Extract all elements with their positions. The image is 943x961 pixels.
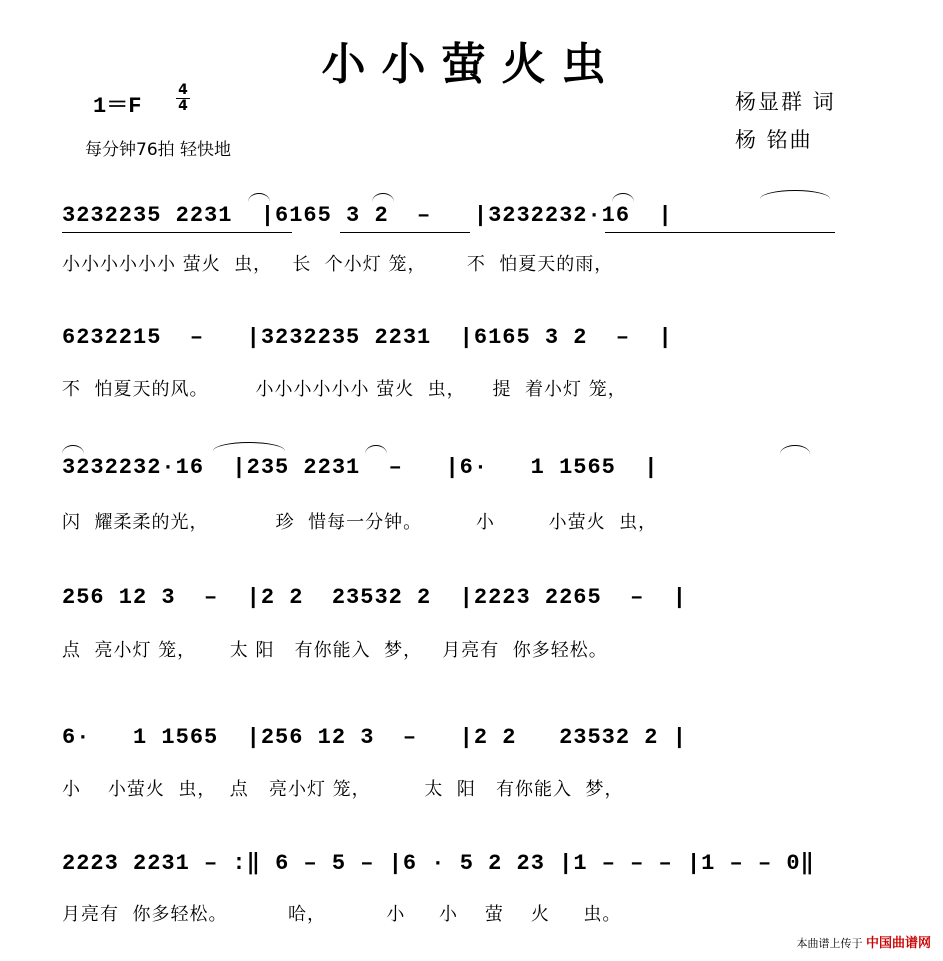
key-signature: 1＝F (93, 94, 142, 119)
notation-line-1: 3232235 2231 |6165 3 2 – |3232232·16 | (62, 203, 673, 228)
source-footer (796, 932, 931, 951)
lyrics-line-1: 小小小小小小 萤火 虫， 长 个小灯 笼， 不 怕夏天的雨， (62, 254, 614, 275)
composer-credit: 杨 铭曲 (735, 128, 813, 152)
time-signature (176, 84, 190, 113)
beam-underline (340, 232, 470, 233)
song-title: 小小萤火虫 (321, 39, 622, 90)
notation-line-6: 2223 2231 – :‖ 6 – 5 – |6 · 5 2 23 |1 – – – |1 – – 0‖ (62, 851, 815, 876)
notation-line-4: 256 12 3 – |2 2 23532 2 |2223 2265 – | (62, 585, 687, 610)
lyrics-line-4: 点 亮小灯 笼， 太 阳 有你能入 梦， 月亮有 你多轻松。 (62, 640, 608, 661)
slur (248, 193, 270, 202)
lyrics-line-2: 不 怕夏天的风。 小小小小小小 萤火 虫， 提 着小灯 笼， (62, 379, 627, 400)
lyricist-credit: 杨显群 词 (735, 90, 836, 114)
footer-site-logo: 中国曲谱网 (865, 936, 931, 951)
tempo-marking: 每分钟76拍 轻快地 (85, 140, 232, 160)
meter-top: 4 (178, 82, 188, 98)
beam-underline (62, 232, 292, 233)
lyrics-line-3: 闪 耀柔柔的光， 珍 惜每一分钟。 小 小萤火 虫， (62, 512, 658, 533)
lyrics-line-5: 小 小萤火 虫， 点 亮小灯 笼， 太 阳 有你能入 梦， (62, 779, 624, 800)
slur (372, 193, 394, 202)
notation-line-2: 6232215 – |3232235 2231 |6165 3 2 – | (62, 325, 673, 350)
meter-bottom: 4 (178, 98, 188, 114)
slur (760, 190, 830, 199)
lyrics-line-6: 月亮有 你多轻松。 哈， 小 小 萤 火 虫。 (62, 904, 622, 925)
beam-underline (605, 232, 835, 233)
slur (62, 445, 84, 454)
footer-text: 本曲谱上传于 (796, 937, 863, 950)
notation-line-3: 3232232·16 |235 2231 – |6· 1 1565 | (62, 455, 659, 480)
slur (213, 442, 285, 451)
slur (780, 445, 810, 454)
slur (612, 193, 634, 202)
slur (365, 445, 387, 454)
notation-line-5: 6· 1 1565 |256 12 3 – |2 2 23532 2 | (62, 725, 687, 750)
